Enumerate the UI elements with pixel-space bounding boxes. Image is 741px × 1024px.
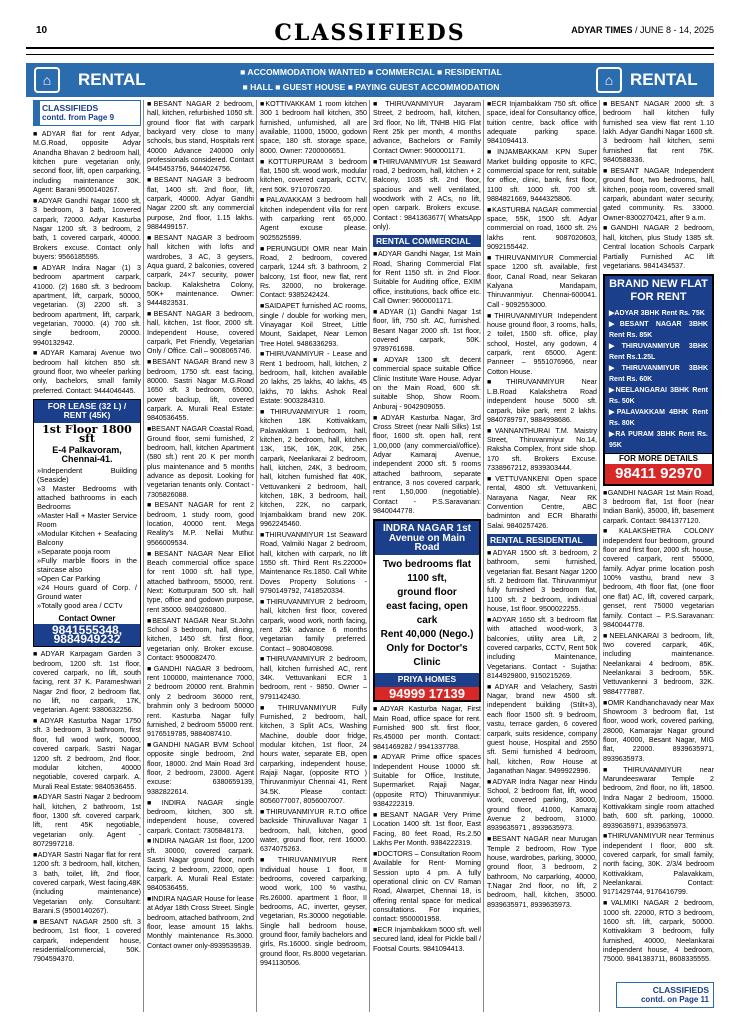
classified-ad: ■ ADYAR Indra Nagar near Hindu School, 2 bedroom flat, lift, wood work, covered parking, 36000, ground floor, 41000, Kamaraj Avenue 2 bedroom, 31000. 8939635971 , 8939635973. (487, 778, 597, 834)
lease-ad-head: FOR LEASE (32 L) / RENT (45K) (34, 400, 140, 423)
classified-ad: ■ ADYAR Indira Nagar (1) 3 bedroom apartment carpark, 41000. (2) 1680 sft. 3 bedroom apartment, lift, carpark, 50000, vegetarian. (3) 2200 sft. 3 bedroom apartment, lift, carpark, vegetarian, 70000. (4) 700 sft. single bedroom, 20000. 9940132942. (33, 264, 141, 348)
classified-ad: ■ ADYAR (1) Gandhi Nagar 1st floor, lift, 750 sft. AC, furnished. Besant Nagar 2000 sft. 1st floor, covered carpark, 50K. 9789761698. (373, 308, 481, 355)
ad-list (603, 100, 714, 271)
classified-ad: ■ VETTUVANKENI Open space rental, 4800 sft. Vettuvankeni, Narayana Nagar, Near RK Convention Centre, ABC badminton and ECR Bharathi Salai. 9840257426. (487, 475, 597, 531)
classified-ad: ■ BESANT NAGAR Brand new 3 bedroom, 1750 sft. east facing, 80000. Sastri Nagar M.G.Road 1650 sft. 3 bedroom, 65000, power backup, lift, covered carpark. A. Murali Real Estate: 9840536455. (147, 358, 254, 423)
section-rental-residential: RENTAL RESIDENTIAL (487, 534, 597, 546)
classified-ad: ■ INDIRA NAGAR House for lease at Adyar 18th Cross Street. Single bedroom, attached bathroom, 2nd floor, lease amount 15 lakhs. Monthly maintenance Rs.3000. Contact owner only-8939539539. (147, 895, 254, 951)
classified-ad: ■ THIRUVANMIYUR near Terminus independent I floor, 800 sft. covered carpark, for small family, north facing, 30K. 2/3/4 bedroom Kottivakkam, Palavakkam, Neelankarai. Contact: 9171429744, 9176416799. (603, 832, 714, 897)
classified-ad: ■ ADYAR Kasturba Nagar, First Main Road, office space for rent. Furnished 900 sft. first floor, Rs.45000 per month. Contact: 9841469282 / 9941337788. (373, 705, 481, 752)
box-list-item: ▶ PALAVAKKAM 4BHK Rent Rs. 80K (609, 407, 708, 429)
classified-ad: ■ KOTTIVAKKAM 1 room kitchen 300 1 bedroom hall kitchen, 350 furnished, unfurnished, all are available, 11000, 15000, godown space, 180 sft. storage space, 8000. Owner: 7200006651. (260, 100, 367, 156)
ad-list (487, 549, 597, 910)
lease-ad-place: E-4 Palkavoram, Chennai-41. (52, 444, 122, 464)
classified-ad: ■ VANNANTHURAI T.M. Maistry Street, Thiruvanmiyur No.14, Raksha Complex, front side shop. 170 sft. Brokers Excuse. 7338967212, 8939303444. (487, 427, 597, 474)
box-head: INDRA NAGAR 1st Avenue on Main Road (375, 521, 479, 555)
classified-ad: ■ THIRUVANMIYUR 1st Seaward Road, Valmiki Nagar 2 bedroom, hall, kitchen with carpark, no lift 1550 sft. Third Rent Rs.22000+ Maintenance Rs.1850. Call White Doves Property Solutions - 9790149792, 7418520334. (260, 531, 367, 596)
classified-ad: ■ ADYAR Sastri Nagar 2 bedroom hall, kitchen, 2 bathroom, 1st floor, 1300 sft. covered carpark, lift, rent 45K negotiable, vegetarian only. Agent - 8072997218. (33, 793, 141, 849)
continued-from-subtitle: contd. from Page 9 (42, 113, 115, 122)
classified-ad: ■ BESANT NAGAR 3 bedroom, hall, kitchen, 1st floor, 2000 sft. Independent House, covered carpark, Pet Friendly, Vegetarian Only / Office. Call – 9008065746. (147, 310, 254, 357)
classified-ad: ■ THIRUVANMIYUR 2 bedroom, hall, kitchen first floor, covered carpark, wood work, north facing, rent 25k advance 6 months vegetarian family preferred. Contact – 9080408098. (260, 598, 367, 654)
classified-ad: ■ PALAVAKKAM 3 bedroom hall kitchen independent villa for rent with carparking rent 65,000. Agent excuse please. 9025525599. (260, 196, 367, 243)
box-line: Two bedrooms flat (382, 559, 472, 571)
house-icon: ⌂ (34, 67, 60, 93)
lease-ad-box (33, 399, 141, 647)
classified-ad: ■ ADYAR Gandhi Nagar, 1st Main Road, Sharing Commercial Flat for Rent 1150 sft. in 2nd Floor. Suitable for Auditing office, EXIM office, institutions, back office etc. Call Owner: 9600001171. (373, 250, 481, 306)
classified-ad: ■ ADYAR 1500 sft. 3 bedroom, 2 bathroom, semi furnished, vegetarian flat. Besant Nagar 1200 sft. 2 bedroom flat. Thiruvanmiyur fully furnished 3 bedroom flat, 1100 sft. 2 bedroom, individual house, 1st floor. 9500022255. (487, 549, 597, 614)
box-line: Rent 40,000 (Nego.) (380, 629, 474, 641)
column-divider (143, 100, 144, 1012)
classified-ad: ■ ECR Injambakkam 750 sft. office space, ideal for Consultancy office, tuition centre, back office with adequate parking space. 9841094413. (487, 100, 597, 147)
box-list-item: » Independent Building (Seaside) (37, 466, 137, 484)
header-rule (26, 47, 714, 49)
box-list-item: » Separate pooja room (37, 547, 137, 556)
box-list-item: » Open Car Parking (37, 574, 137, 583)
arrow-icon (34, 101, 40, 125)
box-phone: 94999 17139 (375, 687, 479, 700)
box-list-item: » 3 Master Bedrooms with attached bathrooms in each Bedrooms (37, 484, 137, 511)
masthead: CLASSIFIEDS (274, 20, 466, 46)
column-4 (373, 100, 481, 1012)
classified-ad: ■ BESANT NAGAR 2500 sft. 3 bedroom, 1st floor, 1 covered carpark, independent house, residential/commercial, 50K. 7904594370. (33, 918, 141, 965)
lease-ad-title: 1st Floor 1800 sft (42, 422, 132, 446)
classified-ad: ■ ECR Injambakkam 5000 sft. well secured land, ideal for Pickle ball / Footsal Courts. 9841094413. (373, 926, 481, 954)
classified-ad: ■ DOCTORS – Consultation Room Available for Rent- Morning Session upto 4 pm. A fully operational clinic on CV Raman Road, Alwarpet, Chennai 18, is offering rental space for medical consultations. For inquiries, contact: 9500001958. (373, 850, 481, 925)
box-title: BRAND NEW FLAT FOR RENT (605, 276, 712, 306)
page-header (26, 20, 714, 46)
box-list-item: ▶ RA PURAM 3BHK Rent Rs. 95K (609, 429, 708, 451)
continued-on-subtitle: contd. on Page 11 (640, 995, 709, 1004)
classified-ad: ■ ADYAR Sastri Nagar flat for rent 1200 sft. 3 bedroom, hall, kitchen, 3 bath, toilet, lift, 2nd floor, covered carpark, West facing,48K (including maintenance) Vegetarian only. Consultant: Barani.S (9500140267). (33, 851, 141, 916)
classified-ad: ■ GANDHI NAGAR 1st Main Road, 3 bedroom flat, 1st floor (near Indian Bank), 35000, lift, basement carpark. Contact: 9841377120. (603, 489, 714, 526)
classified-ad: ■ OMR Kandhanchavady near Max Showroom 3 bedroom flat, 1st floor, wood work, covered parking, 28000, Kamarajar Nagar ground floor, 40000, Besant Nagar, MIG flat, 22000. 8939635971, 8939635973. (603, 699, 714, 764)
box-line: ground floor (397, 587, 457, 599)
banner-categories-line2: ■ HALL ■ GUEST HOUSE ■ PAYING GUEST ACCOMMODATION (242, 82, 500, 92)
column-divider (483, 100, 484, 1012)
box-list-item: » Master Hall + Master Service Room (37, 511, 137, 529)
classified-ad: ■ THIRUVANMIYUR 1st Seaward road, 2 bedroom, hall, kitchen + 2 Balcony, 1035 sft. 2nd floor, spacious and well ventilated, woodwork with 2 ACs, no lift, open carpark. Brokers excuse. Contact : 9841363677( WhatsApp only). (373, 158, 481, 233)
column-6 (603, 100, 714, 978)
classified-ad: ■ ADYAR Gandhi Nagar 1600 sft, 3 bedroom, 3 bath, 1covered carpark, 72000. Adyar Kasturba Nagar 1200 sft. 3 bedroom, 2 bath, 1 covered carpark, 40000. Brokers excuse. Contact only buyers: 9566185595. (33, 197, 141, 262)
classified-ad: ■ GANDHI NAGAR 2 bedroom, hall, kitchen, plus Study 1385 sft. Central location Schools Carpark Partially Furnished AC lift vegetarians. 9841434537. (603, 224, 714, 271)
classified-ad: ■ THIRUVANMIYUR Rent Individual house 1 floor, II bedrooms, covered carparking, wood work, 100 % vasthu, Rs.26000. apartment 1 floor, II bedrooms, AC, inverter, geyser, vegetarian, Rs.30000 negotiable. Single hall bedroom house, ground floor, family bachelors and girls, Rs.16000. single bedroom, ground floor, Rs.8000 vegetarian. 9941130506. (260, 856, 367, 968)
classified-ad: ■ THIRUVANMIYUR 1 room, kitchen 18K Kottivakkam, Palavakkam 1 bedroom, hall, kitchen, 2 bedroom, hall, kitchen 13K, 15K, 16K, 20K, 25K, carpark, Neelankarai 2 bedroom, hall, kitchen, 24K, 3 bedroom, hall, kitchen furnished flat 40K, Vettuvankeni 2 bedroom, hall, kitchen, 18K, 3 bedroom, hall, kitchen, 22K, no carpark, Injambakkam brand new 20K. 9962245460. (260, 408, 367, 529)
box-line: Only for Doctor's Clinic (386, 643, 468, 669)
classified-ad: ■ BESANT NAGAR 2 bedroom, hall, kitchen, refurbished 1050 sft. ground floor flat with carpark backyard very close to many schools, bus stand, Hospitals rent 40000 Advance 240000 only professionals considered. Contact 9445453756, 9444024756. (147, 100, 254, 175)
box-line: 1100 sft, (407, 573, 447, 585)
classified-ad: ■ THIRUVANMIYUR Jayaram Street, 2 bedroom, hall, kitchen, 3rd floor, No lift, TNHB HIG Flat Rent 25k per month, 4 months advance, Bachelors or Family Contact Owner: 9600001171. (373, 100, 481, 156)
ad-list (260, 100, 367, 968)
box-phone: 98411 92970 (605, 464, 712, 484)
classified-ad: ■ VALMIKI NAGAR 2 bedroom, 1000 sft. 22000, RTO 3 bedroom, 1600 sft. lift, carpark, 50000. Kottivakkam 3 bedroom, fully furnished, 40000, Neelankarai independent house, 4 bedroom, 75000. 9841383711, 8608335555. (603, 899, 714, 964)
column-5 (487, 100, 597, 1012)
indra-nagar-ad-box (373, 519, 481, 702)
classified-ad: ■ THIRUVANMIYUR 2 bedroom, hall, kitchen furnished AC, rent 34K. Vettuvankani ECR 1 bedroom, rent - 9850. Owner – 9791142430. (260, 655, 367, 702)
banner-categories-line1: ■ ACCOMMODATION WANTED ■ COMMERCIAL ■ RESIDENTIAL (240, 67, 502, 77)
ad-list (147, 100, 254, 951)
box-list-item: » Fully marble floors in the staircase also (37, 556, 137, 574)
paper-name: ADYAR TIMES (571, 25, 633, 35)
classified-ad: ■ THIRUVANMIYUR - Lease and Rent 1 bedroom, hall, kitchen, 2 bedroom, hall, kitchen available 20 lakhs, 25 lakhs, 40 lakhs, 45 lakhs, 70 lakhs. Ashok Real Estate: 9003284310. (260, 350, 367, 406)
page-number: 10 (36, 25, 48, 36)
box-agent: PRIYA HOMES (375, 673, 479, 686)
ad-list (33, 130, 141, 396)
ad-list (373, 100, 481, 232)
box-more-details: FOR MORE DETAILS (605, 453, 712, 463)
box-list-item: ▶ BESANT NAGAR 3BHK Rent Rs. 85K (609, 319, 708, 341)
classified-ad: ■ NEELANKARAI 3 bedroom, lift, two covered carpark, 46K, including maintenance. Neelankarai 4 bedroom, 85K. Neelankarai 3 bedroom, 55K. Vettuvankenni 3 bedroom, 32K. 9884777887. (603, 632, 714, 697)
classified-ad: ■ ADYAR Kasturba Nagar 1750 sft. 3 bedroom, 3 bathroom, first floor, full wood work, 50000, covered carpark. Sastri Nagar 1200 sft. 2 bedroom, 2nd floor, modular kitchen, 40000 negotiable, covered carpark. A. Murali Real Estate: 9840536455. (33, 717, 141, 792)
classified-ad: ■ THIRUVANMIYUR Near L.B.Road Kalakshetra Road independent house 5000 sft. carpark, bike park, rent 2 lakhs. 9840789797, 9884998686. (487, 378, 597, 425)
classified-ad: ■ THIRUVANMIYUR Commercial space 1200 sft. available, first floor, Canal Road, near Sekaran Kalyana Mandapam, Thiruvanmiyur. Chennai-600041. Call - 9092553000. (487, 254, 597, 310)
ad-list (487, 100, 597, 531)
classified-ad: ■ THIRUVANMIYUR Independent house ground floor, 3 rooms, halls, 2 toilet, 1500 sft. office, play school, Hostel, any godown, 4 carpark, rent 65000. Agent: Panneer – 9551076966, near Cotton House. (487, 312, 597, 377)
box-items (605, 306, 712, 453)
box-line: east facing, open cark (386, 601, 468, 627)
continued-on-box (616, 982, 714, 1008)
classified-ad: ■ KASTURBA NAGAR commercial space, 55K, 1500 sft. Adyar commercial on road, 1600 sft. 2½ lakhs rent. 9087020603, 9092155442. (487, 206, 597, 253)
classified-ad: ■ BESANT NAGAR 3 bedroom flat, 1400 sft. 2nd floor, lift, carpark, 40000. Adyar Gandhi Nagar 2200 sft. any commercial purpose, 2nd floor, 1.15 lakhs. 9884499157. (147, 176, 254, 232)
classified-ad: ■ THIRUVANMIYUR Fully Furnished, 2 bedroom, hall, kitchen, 3 Split ACs, Washing Machine, double door fridge, modular kitchen, 1st floor, 24 hours water, separate EB, open carparking, independent house, Rajaji Nagar, (opposite RTO ) Thiruvanmiyur Chennai 41, Rent 34.5K. Please contact: 8056077007, 8056007007. (260, 704, 367, 807)
lease-ad-features (34, 464, 140, 612)
banner-title-right: RENTAL (630, 70, 698, 89)
section-rental-commercial: RENTAL COMMERCIAL (373, 235, 481, 247)
classified-ad: ■ BESANT NAGAR for rent 2 bedroom, 1 study room, good location, 40000 rent. Mega Reality's M.P. Nellai Muthu: 9566009534. (147, 501, 254, 548)
column-divider (256, 100, 257, 1012)
column-divider (599, 100, 600, 1012)
classified-ad: ■ ADYAR Karpagam Garden 3 bedroom, 1200 sft. 1st floor, covered carpark, no lift, south facing, rent 37 K. Parameshwari Nagar 2nd floor, 2 bedroom flat, no lift, no carpark, 17K, vegetarian. Agent: 9380632256. (33, 650, 141, 715)
classified-ad: ■ BESANT NAGAR 2000 sft. 3 bedroom hall kitchen fully furnished sea view flat rent 1.10 lakh. Adyar Gandhi Nagar 1600 sft. 3 bedroom hall kitchen, semi furnished flat rent 75K. 9840588336. (603, 100, 714, 165)
box-list-item: » Totally good area / CCTv (37, 601, 137, 610)
classified-ad: ■ SAIDAPET furnished AC rooms, single / double for working men, Vinayagar Koil Street, Little Mount, Saidapet, Near Lemon Tree Hotel. 9486336293. (260, 302, 367, 349)
classified-ad: ■ BESANT NAGAR near Murugan Temple 2 bedroom, Row Type house, wardrobes, parking, 30000, ground floor, 3 bedroom, 2 bathroom, No carparking, 40000, T.Nagar 2nd floor, no lift, 2 bedroom, hall, kitchen, 35000. 8939635971, 8939635973. (487, 835, 597, 910)
classified-ad: ■ BESANT NAGAR Near Elliot Beach commercial office space for rent 1000 sft. hall type, attached bathroom, 55000, rent. Next: Kotturpuram 500 sft. hall type, office and godown purpose, rent 35000. 9840260800. (147, 550, 254, 615)
classified-ad: ■ BESANT NAGAR Near St.John School 3 bedroom, hall, dining, kitchen, 1450 sft. first floor, vegetarian only. Broker excuse. Contact: 9500082470. (147, 617, 254, 664)
classified-ad: ■ INJAMBAKKAM KPN Super Market building opposite to KFC, commercial space for rent, suitable for office, clinic, bank, first floor, 1100 sft. 1000 sft. 700 sft. 9884821669, 9444325806. (487, 148, 597, 204)
classified-ad: ■ BESANT NAGAR Very Prime Location 1400 sft. 1st floor, East Facing, 80 feet Road, Rs.2.50 Lakhs Per Month. 9384222319. (373, 811, 481, 848)
classified-ad: ■ ADYAR flat for rent Adyar, M.G.Road, opposite Adyar Anandha Bhavan 2 bedroom hall, kitchen pure vegetarian only, second floor, lift, open carparking, including maintenance 30K. Agent: Barani 9500140267. (33, 130, 141, 195)
issue-date: / JUNE 8 - 14, 2025 (632, 25, 714, 35)
classified-ad: ■ THIRUVANMIYUR R.T.O office backside Thiruvalluvar Nagar 1 bedroom, hall, kitchen, good water, ground floor, rent 16000. 6374075263. (260, 808, 367, 855)
brand-new-flat-box (603, 274, 714, 485)
ad-list (603, 489, 714, 965)
box-line (375, 555, 479, 673)
classified-ad: ■ BESANT NAGAR 3 bedroom hall kitchen with lofts and wardrobes, 3 AC, 3 geysers, Aqua guard, 2 balconies, covered carpark, 24×7 security, power backup. Kalakshetra Colony, 50K+ maintenance. Owner: 9444823531. (147, 234, 254, 309)
box-list-item: » 24 Hours guard of Corp. / Ground water (37, 583, 137, 601)
classified-ad: ■ THIRUVANMIYUR near Marundeeswarar Temple 2 bedroom, 2nd floor, no lift, 18500. Indra Nagar 2 bedroom, 15000. Kottivakkam single room attached bath, 600 sft. parking, 10000. 8939635971, 8939635973. (603, 766, 714, 831)
classified-ad: ■ INDIRA NAGAR 1st floor, 1200 sft. 30000, covered carpark. Sastri Nagar ground floor, north facing, 2 bedroom, 22000, open carpark. A. Murali Real Estate: 9840536455. (147, 837, 254, 893)
continued-on-title: CLASSIFIEDS (652, 985, 709, 995)
classified-ad: ■ PERUNGUDI OMR near Main Road, 2 bedroom, covered carpark, 1244 sft. 3 bathroom, 2 balcony, 1st floor, new flat, rent Rs. 32000, no brokerage. Contact: 9385242424. (260, 245, 367, 301)
house-icon: ⌂ (596, 67, 622, 93)
classified-ad: ■ ADYAR and Velachery, Sastri Nagar, brand new 4500 sft. independent building (Stilt+3), each floor 1500 sft. 9 bedroom, vastu, terrace garden, 6 covered carpark, suits residence, company guest house, Hospital and 2550 sft. Semi furnished 4 bedroom, hall, kitchen, Row House at Jaganathan Nagar. 9499922996. (487, 683, 597, 776)
ad-list (373, 705, 481, 954)
box-list-item: ▶ NEELANGARAI 3BHK Rent Rs. 50K (609, 385, 708, 407)
classified-ad: ■ ADYAR Kasturba Nagar, 3rd Cross Street (near Nalli Silks) 1st floor, 1600 sft. open hall, rent 1,00,000 (any commercial/office). Adyar Kamaraj Avenue, independent 2000 sft. 5 rooms attached bathroom, separate entrance, 3 nos covered carpark, rent 1,50,000 (negotiable). Contact - P.S.Saravanan: 9840044778. (373, 414, 481, 517)
lease-ad-phones: 9841555348, 9884949232 (34, 624, 140, 647)
classified-ad: ■ KALAKSHETRA COLONY independent four bedroom, ground floor and first floor, 2000 sft. house, covered carpark, rent 55000, family. Adyar prime location posh 100% vasthu, brand new 3 bedroom, 4th floor flat, (one floor one flat) AC, lift, covered carpark, genset, rent 75000 vegetarian family. Contact – P.S.Saravanan: 9840044778. (603, 527, 714, 630)
box-list-item: ▶ THIRUVANMIYUR 3BHK Rent Rs.1.25L (609, 341, 708, 363)
classified-ad: ■ ADYAR 1650 sft. 3 bedroom flat with attached wood-work, 3 balconies, utility area Lift, 2 covered carparks, CCTV, Rent 50k including Maintenance, Vegetarians. Contact - Sujatha: 8144929800, 9150215269. (487, 616, 597, 681)
header-rule-2 (26, 54, 714, 55)
classified-ad: ■ ADYAR 1300 sft. decent commercial space suitable Office Clinic Institute Ware House. Adyar on the Main Road, 600 sft. suitable Shop, Show Room. Anburaj - 9042909055. (373, 356, 481, 412)
rental-banner (26, 63, 714, 97)
classified-ad: ■ INDIRA NAGAR single bedroom, kitchen, 300 sft. independent house, covered carpark. Contact: 7305848173. (147, 799, 254, 836)
paper-date (571, 25, 714, 35)
continued-from-title: CLASSIFIEDS (42, 103, 99, 113)
continued-from-box (33, 100, 141, 126)
box-list-item: ▶ THIRUVANMIYUR 3BHK Rent Rs. 60K (609, 363, 708, 385)
column-1 (33, 100, 141, 1012)
classified-ad: ■ BESANT NAGAR Coastal Road, Ground floor, semi furnished, 2 bedroom, hall, kitchen Apartment (580 sft.) rent 20 K per month plus maintenance and 5 months advance as deposit. Looking for vegetarian tenants only. Contact - 7305826088. (147, 425, 254, 500)
classified-ad: ■ GANDHI NAGAR BVM School opposite single bedroom, 2nd floor, 18000. 2nd Main Road 3rd floor, 2 bedroom, 23000. Agent excuse: 6380659139, 9382822614. (147, 741, 254, 797)
classified-ad: ■ GANDHI NAGAR 3 bedroom, rent 100000, maintenance 7000, 2 bedroom 20000 rent. Brahmin only 2 bedroom 36000 rent, brahmin only 3 bedroom 50000 rent. Kasturba Nagar fully furnished, 2 bedroom 55000 rent. 9176519785, 9884087410. (147, 665, 254, 740)
column-3 (260, 100, 367, 1012)
column-divider (369, 100, 370, 1012)
banner-title-left: RENTAL (78, 70, 146, 89)
classified-ad: ■ BESANT NAGAR Independent ground floor, two bedrooms, hall, kitchen, pooja room, covered small carpark, abundant water security, gated community. Rs. 33000. Owner-8300270421, after 9 a.m. (603, 167, 714, 223)
classified-ad: ■ ADYAR Prime office spaces Independent House 10000 sft. Suitable for Office, Institute, Supermarket. Rajaji Nagar, (opposite RTO) Thiruvanmiyur. 9384222319. (373, 753, 481, 809)
column-2 (147, 100, 254, 1012)
lease-ad-contact-label: Contact Owner (58, 614, 116, 624)
box-list-item: ▶ ADYAR 3BHK Rent Rs. 75K (609, 308, 708, 319)
box-list-item: » Modular Kitchen + Seafacing Balcony (37, 529, 137, 547)
classified-ad: ■ ADYAR Kamaraj Avenue two bedroom hall kitchen 850 sft. ground floor, two wheeler parking only, bachelors, small family preferred. Contact: 9444046445. (33, 349, 141, 396)
ad-list (373, 250, 481, 516)
banner-categories (221, 65, 521, 95)
ad-list (33, 650, 141, 964)
classified-ad: ■ KOTTURPURAM 3 bedroom flat, 1500 sft. wood work, modular kitchen, covered carpark, CCTV, rent 50K. 9710706720. (260, 158, 367, 195)
